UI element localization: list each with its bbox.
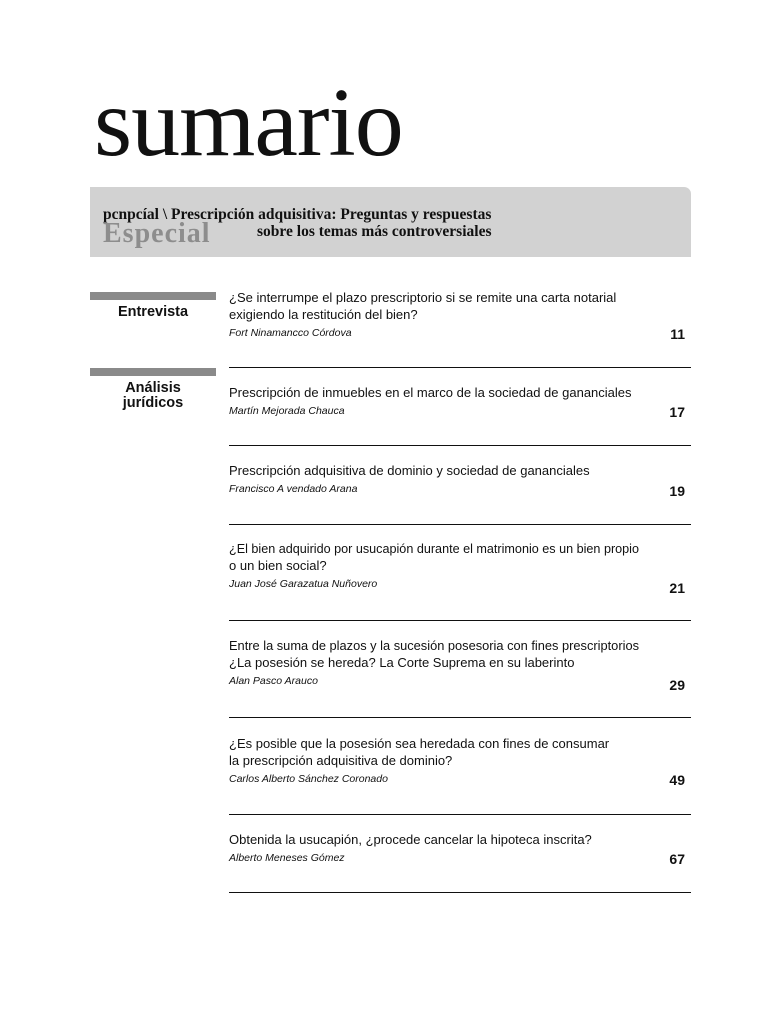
toc-entry[interactable] <box>229 384 691 446</box>
entry-author: Carlos Alberto Sánchez Coronado <box>229 773 388 785</box>
entry-headline: ¿El bien adquirido por usucapión durante el matrimonio es un bien propio o un bien social? <box>229 541 639 573</box>
section-label-line: Entrevista <box>117 304 189 320</box>
section-label-entrevista <box>90 305 216 320</box>
toc-entry[interactable] <box>229 289 691 368</box>
entry-author: Alberto Meneses Gómez <box>229 852 345 864</box>
entry-author: Francisco A vendado Arana <box>229 483 358 495</box>
toc-entry[interactable] <box>229 831 691 893</box>
entry-headline: Prescripción adquisitiva de dominio y sociedad de gananciales <box>229 463 590 478</box>
entry-headline: ¿Se interrumpe el plazo prescriptorio si se remite una carta notarial exigiendo la restitución del bien? <box>229 290 617 322</box>
entry-headline: Entre la suma de plazos y la sucesión posesoria con fines prescriptorios ¿La posesión se hereda? La Corte Suprema en su laberinto <box>229 638 639 670</box>
section-label-line: Análisis <box>125 380 181 396</box>
entry-page-number: 67 <box>669 851 685 867</box>
entry-page-number: 11 <box>670 326 685 342</box>
entry-page-number: 29 <box>669 677 685 693</box>
section-bar-analisis <box>90 368 216 376</box>
entry-author: Fort Ninamancco Córdova <box>229 327 352 339</box>
entry-page-number: 21 <box>669 580 685 596</box>
entry-author: Martín Mejorada Chauca <box>229 405 345 417</box>
entry-headline: Prescripción de inmuebles en el marco de la sociedad de gananciales <box>229 385 632 400</box>
toc-entry[interactable] <box>229 637 691 718</box>
section-bar-entrevista <box>90 292 216 300</box>
entry-author: Juan José Garazatua Nuñovero <box>229 578 378 590</box>
entry-author: Alan Pasco Arauco <box>229 675 318 687</box>
section-label-line: jurídicos <box>122 395 184 411</box>
banner-title-line2: sobre los temas más controversiales <box>257 223 492 240</box>
toc-entry[interactable] <box>229 735 691 815</box>
entry-headline: Obtenida la usucapión, ¿procede cancelar la hipoteca inscrita? <box>229 832 592 847</box>
entry-headline: ¿Es posible que la posesión sea heredada con fines de consumar la prescripción adquisitiva de dominio? <box>229 736 610 768</box>
entry-page-number: 17 <box>669 404 685 420</box>
banner-ghost-text: Especial <box>103 218 211 249</box>
section-label-analisis <box>90 381 216 411</box>
entry-page-number: 49 <box>669 772 685 788</box>
entry-page-number: 19 <box>669 483 685 499</box>
banner-title-line1: pcnpcíal \ Prescripción adquisitiva: Preguntas y respuestas <box>103 206 492 223</box>
page-title: sumario <box>94 69 403 177</box>
toc-entry[interactable] <box>229 462 691 525</box>
toc-entry[interactable] <box>229 540 691 621</box>
